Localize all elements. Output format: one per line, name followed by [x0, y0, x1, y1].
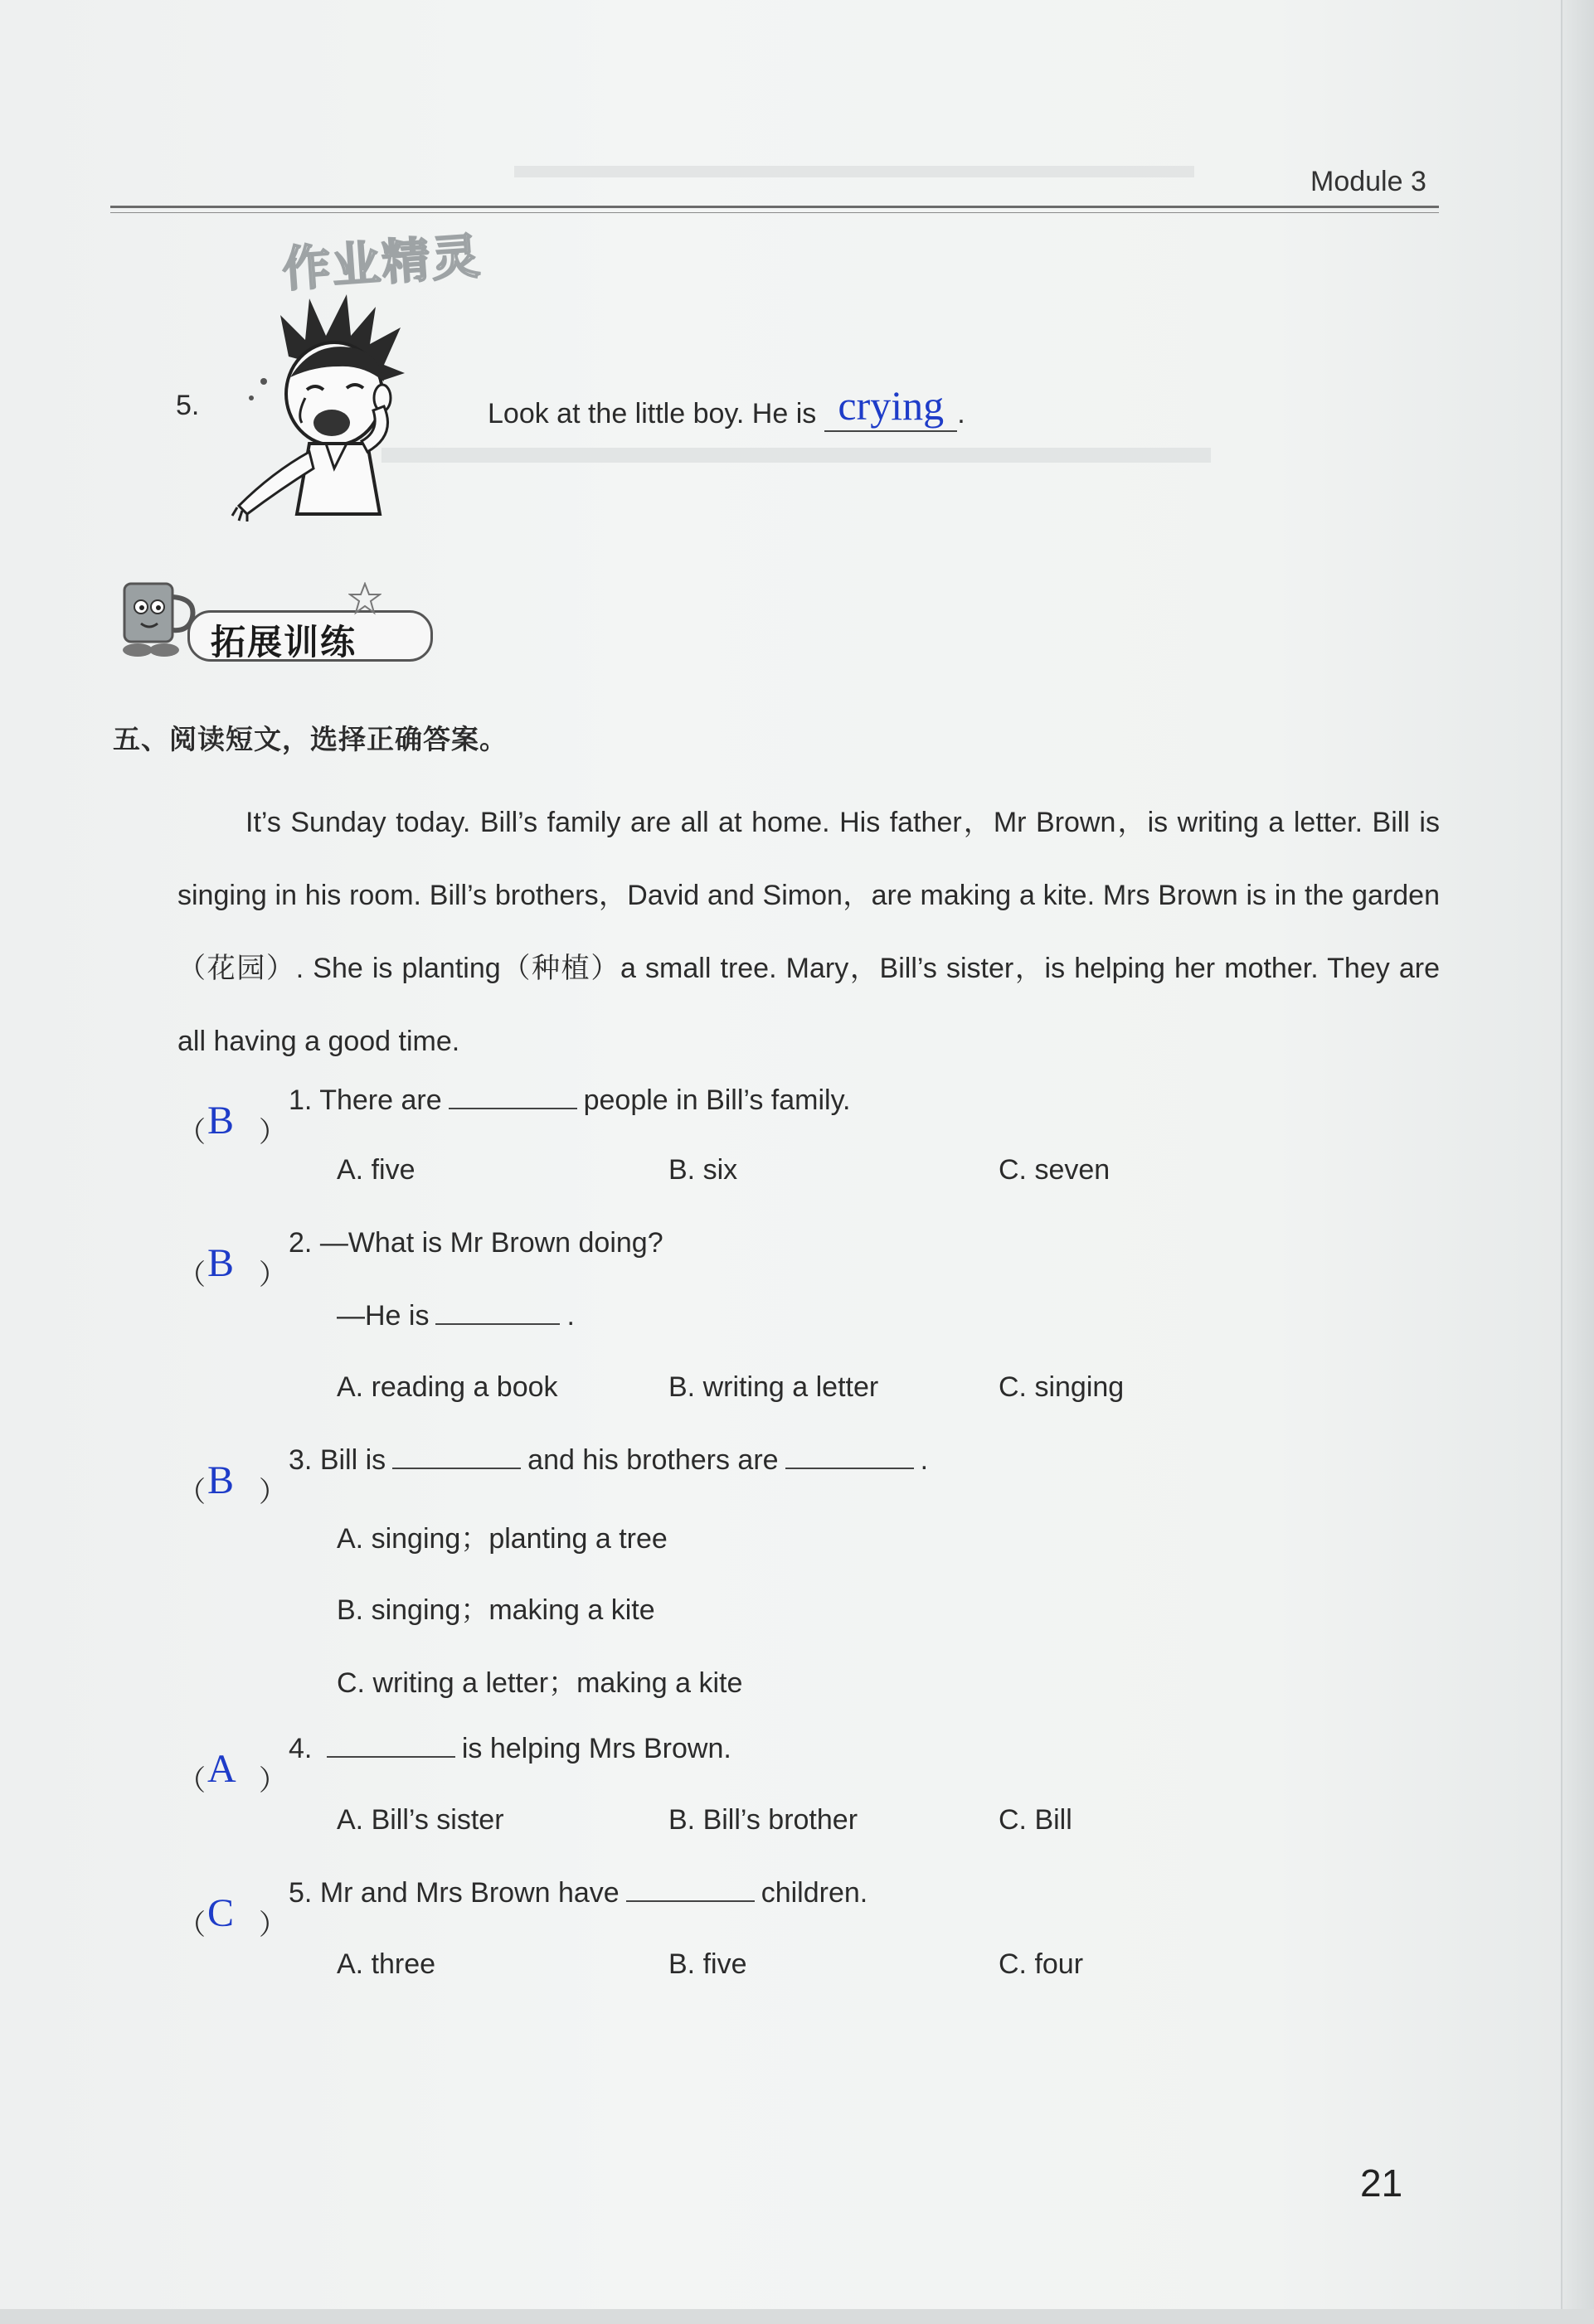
watermark: 作业精灵 [280, 229, 484, 298]
blank [435, 1298, 560, 1325]
reading-passage [177, 786, 1440, 1078]
question-5: （ C ） 5. Mr and Mrs Brown have children. [177, 1877, 868, 1941]
module-label: Module 3 [1310, 166, 1426, 197]
blank [392, 1443, 521, 1469]
question-text: and his brothers are [527, 1444, 779, 1476]
item5-answer: crying [838, 382, 945, 429]
blank [626, 1875, 755, 1902]
option-b: B. singing；making a kite [337, 1594, 655, 1626]
section-title: 拓展训练 [211, 622, 357, 662]
section-banner [113, 574, 438, 663]
answer-letter: B [207, 1099, 235, 1143]
blank [449, 1083, 577, 1109]
item5-text: Look at the little boy. He is [488, 398, 817, 429]
question-text: . [566, 1300, 575, 1332]
option-a: A. reading a book [337, 1371, 558, 1403]
question-3: （ B ） 3. Bill is and his brothers are . [177, 1444, 929, 1508]
question-2-line-2 [337, 1298, 575, 1332]
option-c: C. seven [999, 1154, 1110, 1186]
option-b: B. writing a letter [668, 1371, 879, 1403]
question-number: 1. [289, 1084, 313, 1116]
question-number: 3. [289, 1444, 313, 1476]
question-text: people in Bill’s family. [583, 1084, 851, 1116]
answer-letter: C [207, 1891, 235, 1935]
option-b: B. six [668, 1154, 738, 1186]
option-c: C. four [999, 1948, 1084, 1980]
passage-text: It’s Sunday today. Bill’s family are all at home. His father，Mr Brown，is writing a letter. Bill is singing in his room. Bill’s brothers，David and Simon，are making a kite. Mrs Brown is in the garden（花园）. She is planting（种植）a small tree. Mary，Bill’s sister，is helping her mother. They are all having a good time. [177, 807, 1440, 1057]
item5-answer-blank[interactable] [824, 382, 957, 432]
blank [785, 1443, 914, 1469]
crying-boy-icon [231, 290, 430, 522]
option-c: C. writing a letter；making a kite [337, 1667, 743, 1699]
page-number: 21 [1360, 2161, 1403, 2205]
option-c: C. Bill [999, 1804, 1072, 1836]
question-text: children. [761, 1877, 868, 1909]
bleed-through-mark [514, 166, 1194, 202]
page-edge-bottom [0, 2309, 1594, 2324]
question-number: 4. [289, 1733, 313, 1764]
question-text: —He is [337, 1300, 430, 1332]
task-instruction: 五、阅读短文，选择正确答案。 [113, 723, 508, 755]
question-number: 5. [289, 1877, 313, 1909]
option-a: A. Bill’s sister [337, 1804, 504, 1836]
question-2: （ B ） 2. —What is Mr Brown doing? [177, 1227, 663, 1291]
blank [327, 1731, 455, 1758]
option-b: B. Bill’s brother [668, 1804, 858, 1836]
item5-period: . [957, 398, 965, 429]
option-a: A. singing；planting a tree [337, 1523, 668, 1555]
star-icon [348, 582, 381, 615]
item-number: 5. [176, 390, 200, 421]
option-b: B. five [668, 1948, 747, 1980]
question-text: is helping Mrs Brown. [461, 1733, 731, 1764]
option-a: A. five [337, 1154, 416, 1186]
question-text: . [920, 1444, 929, 1476]
answer-letter: A [207, 1747, 236, 1791]
item5-sentence [488, 382, 965, 432]
option-c: C. singing [999, 1371, 1125, 1403]
option-a: A. three [337, 1948, 436, 1980]
question-text: There are [319, 1084, 442, 1116]
question-number: 2. [289, 1227, 313, 1259]
question-1: （ B ） 1. There are people in Bill’s family. [177, 1084, 851, 1148]
header-rule [110, 206, 1439, 208]
page-edge-right [1561, 0, 1594, 2324]
question-4: （ A ） 4. is helping Mrs Brown. [177, 1733, 731, 1797]
answer-letter: B [207, 1241, 235, 1285]
header-rule-thin [110, 212, 1439, 213]
answer-letter: B [207, 1458, 235, 1502]
bleed-through-mark [381, 448, 1211, 488]
question-text: Bill is [319, 1444, 386, 1476]
question-text: Mr and Mrs Brown have [319, 1877, 620, 1909]
question-text: —What is Mr Brown doing? [319, 1227, 663, 1259]
